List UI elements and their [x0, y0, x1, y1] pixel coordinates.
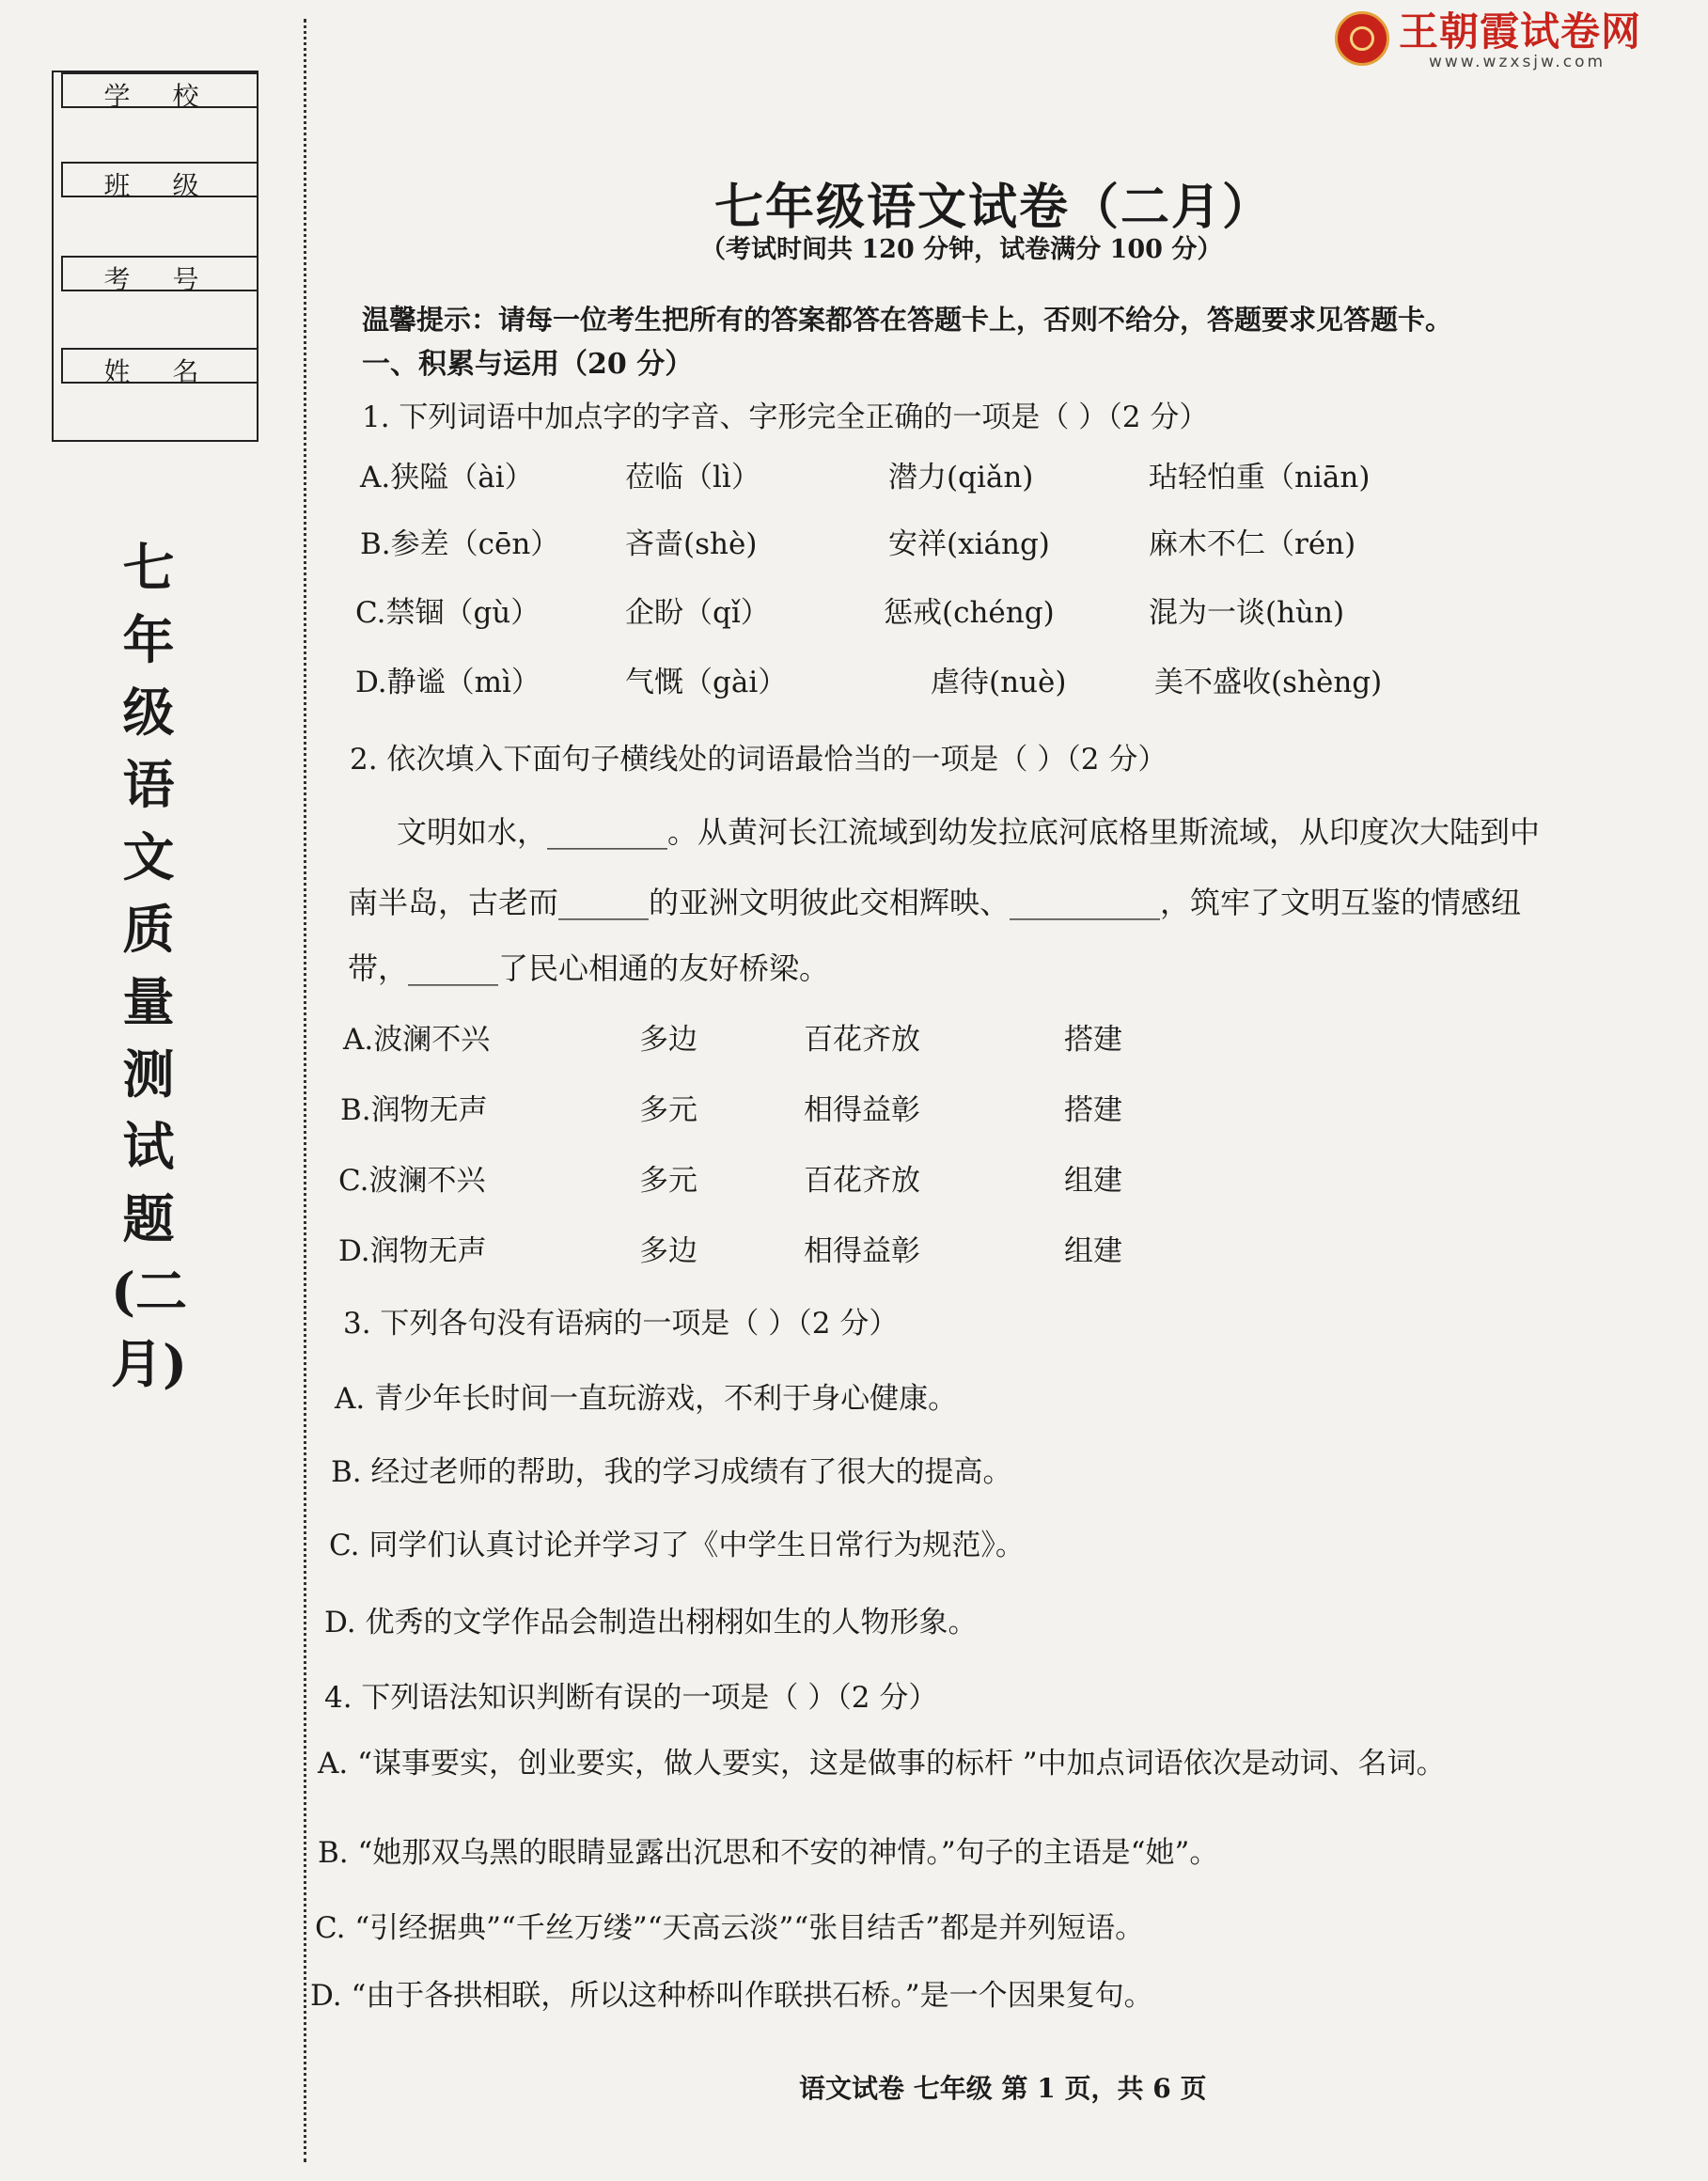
q2-option-b-2: 多元 — [639, 1093, 697, 1127]
q2-option-d-4: 组建 — [1064, 1234, 1122, 1268]
info-label-class: 班 级 — [61, 162, 259, 197]
q4-option-d: D. “由于各拱相联，所以这种桥叫作联拱石桥。”是一个因果复句。 — [310, 1979, 1153, 2013]
question-2-stem: 2. 依次填入下面句子横线处的词语最恰当的一项是（ ）（2 分） — [350, 743, 1167, 777]
q1-option-b-2: 吝啬(shè) — [625, 527, 758, 561]
page-footer: 语文试卷 七年级 第 1 页，共 6 页 — [799, 2073, 1207, 2104]
q1-option-d-1: D.静谧（mì） — [355, 666, 541, 699]
q2-passage-line-1: 文明如水，________。从黄河长江流域到幼发拉底河底格里斯流域，从印度次大陆到中 — [397, 814, 1541, 850]
reminder-tip: 温馨提示：请每一位考生把所有的答案都答在答题卡上，否则不给分，答题要求见答题卡。 — [362, 304, 1453, 336]
q1-option-b-1: B.参差（cēn） — [360, 527, 560, 561]
q3-option-d: D. 优秀的文学作品会制造出栩栩如生的人物形象。 — [324, 1606, 978, 1640]
q3-option-b: B. 经过老师的帮助，我的学习成绩有了很大的提高。 — [331, 1455, 1012, 1489]
q1-option-c-3: 惩戒(chéng) — [884, 596, 1055, 630]
q2-option-a-2: 多边 — [639, 1023, 697, 1057]
q1-option-a-4: 玷轻怕重（niān) — [1149, 461, 1371, 494]
q2-option-d-3: 相得益彰 — [804, 1234, 920, 1268]
q4-option-a: A. “谋事要实，创业要实，做人要实，这是做事的标杆 ”中加点词语依次是动词、名词。 — [318, 1747, 1446, 1781]
seal-icon — [1335, 11, 1389, 66]
info-label-school: 学 校 — [61, 72, 259, 108]
brand-name: 王朝霞试卷网 — [1399, 8, 1642, 55]
q2-option-a-1: A.波澜不兴 — [343, 1023, 491, 1057]
q2-option-c-3: 百花齐放 — [804, 1164, 920, 1198]
q4-option-b: B. “她那双乌黑的眼睛显露出沉思和不安的神情。”句子的主语是“她”。 — [318, 1836, 1219, 1870]
question-3-stem: 3. 下列各句没有语病的一项是（ ）（2 分） — [343, 1307, 899, 1341]
q2-option-c-2: 多元 — [639, 1164, 697, 1198]
exam-subtitle: （考试时间共 120 分钟，试卷满分 100 分） — [700, 235, 1223, 264]
section-heading: 一、积累与运用（20 分） — [362, 348, 694, 381]
info-label-exam-number: 考 号 — [61, 256, 259, 291]
q1-option-a-1: A.狭隘（ài） — [360, 461, 534, 494]
q2-option-a-4: 搭建 — [1064, 1023, 1122, 1057]
question-1-stem: 1. 下列词语中加点字的字音、字形完全正确的一项是（ ）（2 分） — [362, 400, 1209, 434]
question-4-stem: 4. 下列语法知识判断有误的一项是（ ）（2 分） — [324, 1681, 938, 1715]
q2-passage-line-2: 南半岛，古老而______的亚洲文明彼此交相辉映、__________，筑牢了文明互鉴的情感纽 — [348, 885, 1522, 920]
side-title: 七 年 级 语 文 质 量 测 试 题 (二 月) — [111, 537, 188, 1394]
q2-option-a-3: 百花齐放 — [804, 1023, 920, 1057]
q2-option-b-3: 相得益彰 — [804, 1093, 920, 1127]
q2-option-c-1: C.波澜不兴 — [338, 1164, 486, 1198]
q1-option-c-2: 企盼（qǐ） — [625, 596, 770, 630]
student-info-box — [52, 71, 259, 442]
q1-option-d-2: 气慨（gài） — [625, 666, 788, 699]
q3-option-a: A. 青少年长时间一直玩游戏，不利于身心健康。 — [335, 1382, 958, 1416]
brand-url: www.wzxsjw.com — [1429, 53, 1606, 71]
q1-option-c-1: C.禁锢（gù） — [355, 596, 541, 630]
q4-option-c: C. “引经据典”“千丝万缕”“天高云淡”“张目结舌”都是并列短语。 — [315, 1911, 1145, 1945]
q1-option-a-2: 莅临（lì） — [625, 461, 760, 494]
q2-option-c-4: 组建 — [1064, 1164, 1122, 1198]
q2-passage-line-3: 带，______了民心相通的友好桥梁。 — [348, 950, 830, 986]
q1-option-b-4: 麻木不仁（rén) — [1149, 527, 1356, 561]
binding-dotted-line — [304, 19, 306, 2162]
q2-option-b-1: B.润物无声 — [340, 1093, 488, 1127]
q3-option-c: C. 同学们认真讨论并学习了《中学生日常行为规范》。 — [329, 1529, 1025, 1562]
q1-option-b-3: 安祥(xiáng) — [888, 527, 1050, 561]
q2-option-d-1: D.润物无声 — [338, 1234, 487, 1268]
q1-option-a-3: 潜力(qiǎn) — [888, 461, 1034, 494]
brand-logo — [1335, 8, 1701, 71]
q2-option-b-4: 搭建 — [1064, 1093, 1122, 1127]
q1-option-c-4: 混为一谈(hùn) — [1149, 596, 1345, 630]
q1-option-d-4: 美不盛收(shèng) — [1154, 666, 1383, 699]
info-label-name: 姓 名 — [61, 348, 259, 384]
q1-option-d-3: 虐待(nuè) — [931, 666, 1067, 699]
q2-option-d-2: 多边 — [639, 1234, 697, 1268]
exam-title: 七年级语文试卷（二月） — [714, 179, 1274, 236]
